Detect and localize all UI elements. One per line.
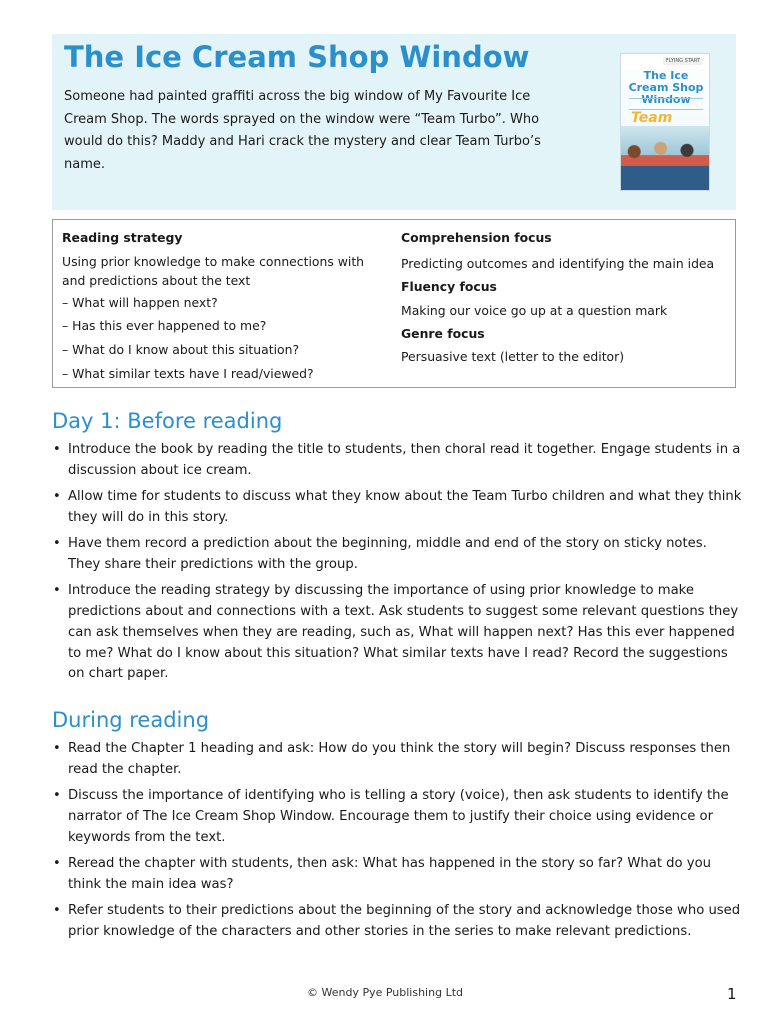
list-item	[52, 786, 742, 848]
cover-illustration	[621, 126, 709, 190]
list-item-text: Refer students to their predictions about the beginning of the story and acknowledge those who used prior knowledge of the characters and other stories in the series to make relevant predictions.	[68, 903, 741, 939]
comprehension-focus-text: Predicting outcomes and identifying the main idea	[401, 256, 715, 271]
bullet-icon: •	[53, 442, 61, 457]
strategy-question: – What will happen next?	[62, 295, 218, 310]
book-summary: Someone had painted graffiti across the big window of My Favourite Ice Cream Shop. The words sprayed on the window were “Team Turbo”. Who would do this? Maddy and Hari crack the mystery and clear Team Turbo’s name.	[64, 89, 541, 172]
strategy-question: – Has this ever happened to me?	[62, 318, 267, 333]
cover-publisher-logo: FLYING START	[663, 57, 703, 65]
cover-title: The Ice Cream Shop Window	[628, 69, 704, 106]
bullet-icon: •	[53, 583, 61, 599]
bullet-icon: •	[53, 536, 61, 552]
list-item-text: Have them record a prediction about the beginning, middle and end of the story on sticky notes. They share their predictions with the group.	[68, 536, 707, 572]
during-reading-heading: During reading	[52, 708, 210, 732]
list-item-text: Reread the chapter with students, then ask: What has happened in the story so far? What do you think the main idea was?	[68, 855, 712, 892]
strategy-question: – What similar texts have I read/viewed?	[62, 366, 314, 381]
reading-strategy-text: Using prior knowledge to make connections with and predictions about the text	[62, 254, 365, 288]
genre-focus-heading: Genre focus	[401, 326, 485, 341]
list-item-text: Allow time for students to discuss what they know about the Team Turbo children and what they think they will do in this story.	[68, 489, 742, 525]
bullet-icon: •	[53, 855, 61, 871]
list-item-text: Discuss the importance of identifying who is telling a story (voice), then ask students to identify the narrator of The Ice Cream Shop Window. Encourage them to justify their choice using evidence or keywords from the text.	[68, 788, 729, 845]
fluency-focus-heading: Fluency focus	[401, 279, 497, 294]
copyright-footer: © Wendy Pye Publishing Ltd	[306, 986, 463, 999]
day1-list	[52, 440, 742, 691]
list-item	[52, 854, 742, 896]
list-item	[52, 534, 742, 576]
book-summary-panel	[52, 34, 736, 210]
list-item	[52, 901, 742, 943]
reading-strategy-heading: Reading strategy	[62, 230, 183, 245]
book-cover-image	[620, 53, 710, 191]
genre-focus-text: Persuasive text (letter to the editor)	[401, 349, 625, 364]
fluency-focus-text: Making our voice go up at a question mark	[401, 303, 668, 318]
list-item-text: Introduce the reading strategy by discussing the importance of using prior knowledge to make predictions about and connections with a text. Ask students to suggest some relevant questions they can ask themselves when they are reading, such as, What will happen next? Has this ever happened to me? What do I know about this situation? What similar texts have I read? Record the suggestions on chart paper.	[68, 583, 739, 682]
list-item	[52, 440, 742, 482]
bullet-icon: •	[53, 489, 61, 505]
cover-subtitle-band	[629, 98, 703, 110]
list-item	[52, 739, 742, 781]
comprehension-focus-heading: Comprehension focus	[401, 230, 552, 245]
strategy-question: – What do I know about this situation?	[62, 342, 300, 357]
list-item-text: Introduce the book by reading the title to students, then choral read it together. Engage students in a discussion about ice cream.	[68, 442, 741, 478]
day1-heading: Day 1: Before reading	[52, 409, 283, 433]
bullet-icon: •	[53, 788, 61, 804]
cover-team-logo: Team	[631, 110, 673, 126]
book-title: The Ice Cream Shop Window	[64, 40, 530, 74]
list-item-text: Read the Chapter 1 heading and ask: How do you think the story will begin? Discuss responses then read the chapter.	[68, 741, 731, 777]
during-reading-list	[52, 739, 742, 948]
bullet-icon: •	[53, 741, 61, 756]
strategy-panel	[52, 219, 736, 388]
list-item	[52, 487, 742, 529]
page-number: 1	[727, 985, 737, 1003]
bullet-icon: •	[53, 903, 61, 919]
list-item	[52, 581, 742, 685]
